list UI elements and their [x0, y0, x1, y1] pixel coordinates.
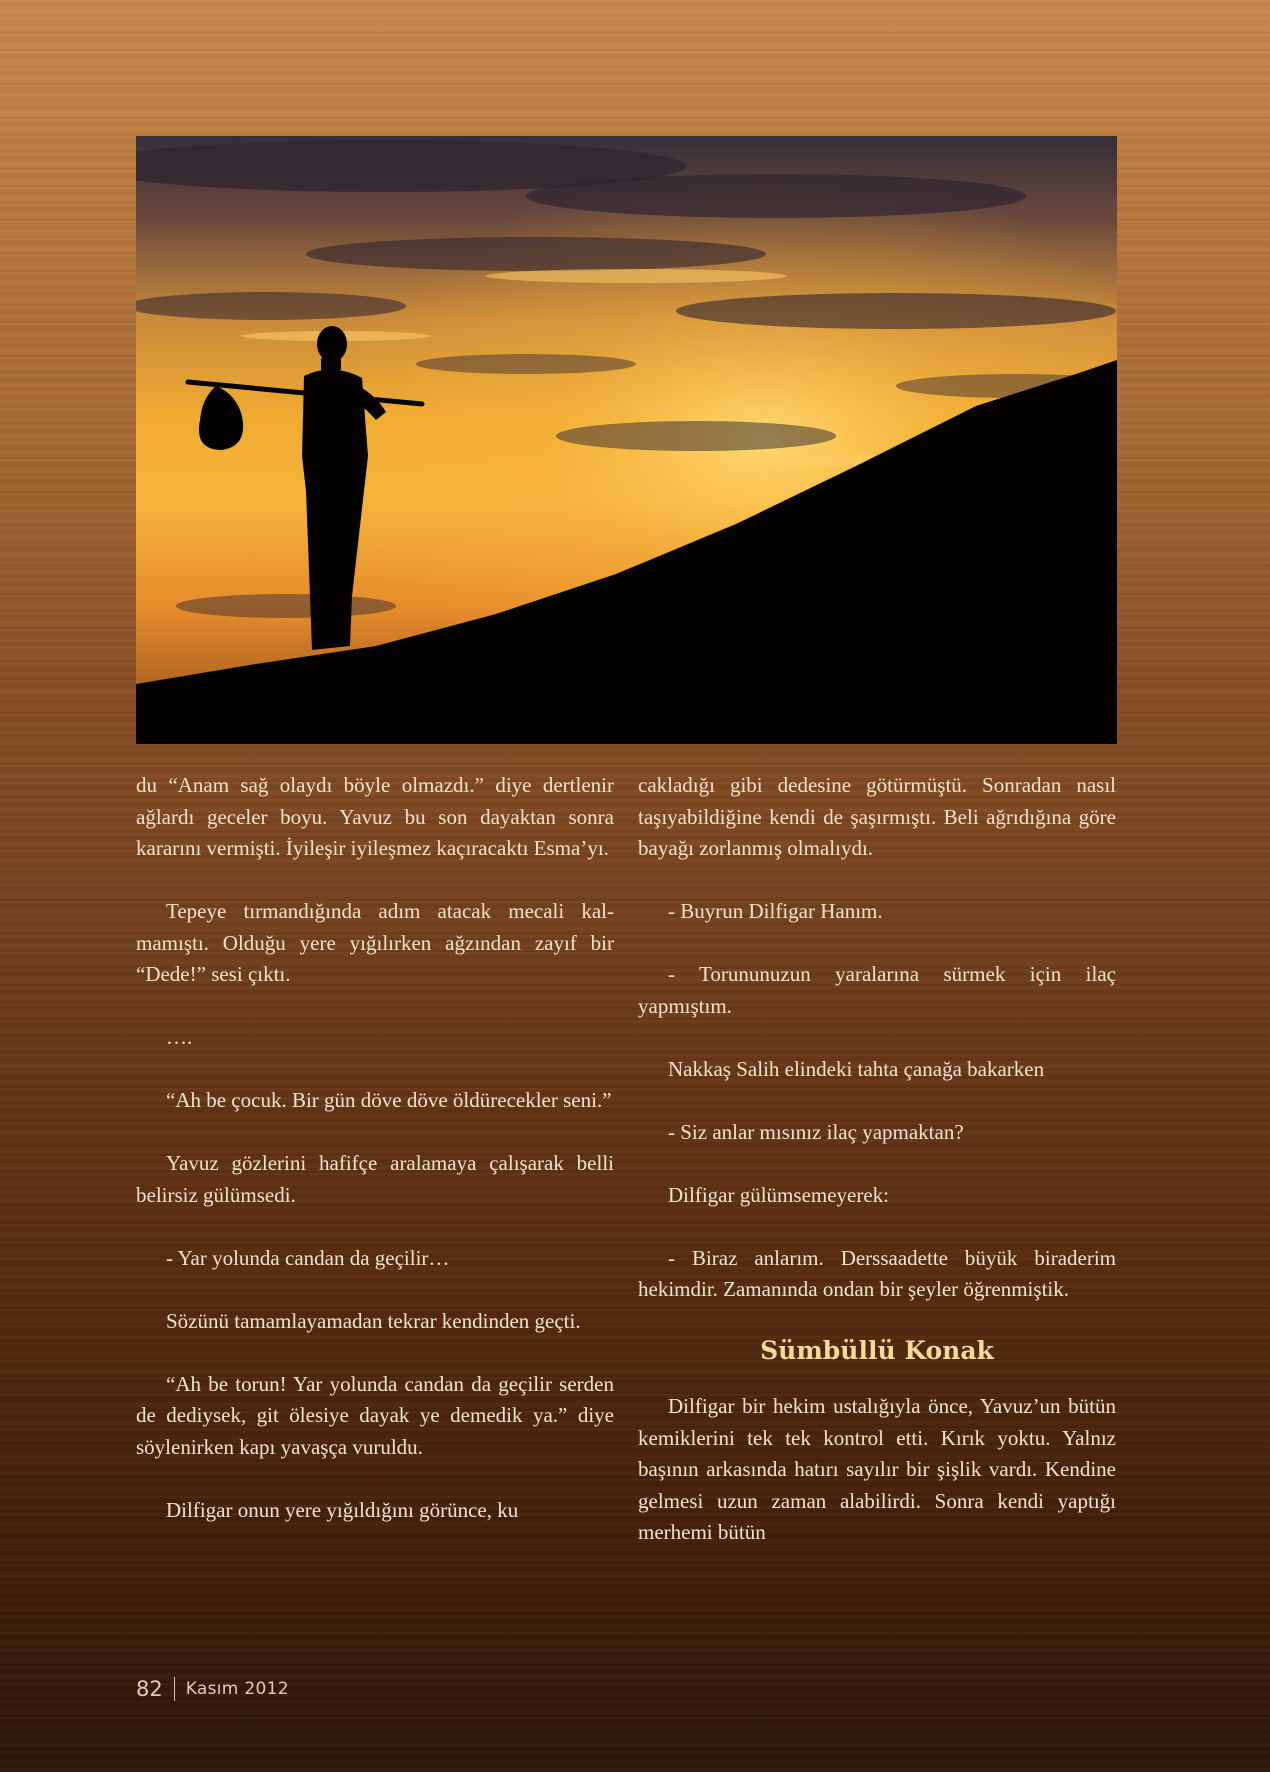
article-column-right [638, 770, 1116, 1549]
footer-divider [174, 1677, 175, 1701]
paragraph: - Biraz anlarım. Derssaadette büyük biraderim hekimdir. Zamanında ondan bir şeyler öğrenmiştik. [638, 1245, 1116, 1301]
paragraph: - Buyrun Dilfigar Hanım. [668, 899, 883, 923]
paragraph: “Ah be torun! Yar yolunda candan da geçilir serden de dediysek, git ölesiye dayak ye demedik ya.” diye söylenirken kapı yavaşça vuruldu. [136, 1371, 614, 1459]
paragraph: Dilfigar bir hekim ustalığıyla önce, Yavuz’un bütün kemiklerini tek tek kontrol etti. Kırık yoktu. Yalnız başının arkasında hatırı sayılır bir şişlik vardı. Kendine gelmesi uzun zaman alabilirdi. Sonra kendi yaptığı merhemi bütün [638, 1394, 1116, 1544]
section-heading: Sümbüllü Konak [760, 1336, 994, 1365]
paragraph: Nakkaş Salih elindeki tahta çanağa bakarken [668, 1056, 1045, 1081]
paragraph: Dilfigar gülümsemeyerek: [668, 1182, 890, 1207]
paragraph: Dilfigar onun yere yığıldığını görünce, ku [166, 1497, 519, 1522]
page-footer [136, 1674, 289, 1704]
paragraph: Tepeye tırmandığında adım atacak mecali kalmamıştı. Olduğu yere yığılırken ağzından zayıf bir “Dede!” sesi çıktı. [136, 899, 614, 986]
paragraph: Sözünü tamamlayamadan tekrar kendinden geçti. [166, 1308, 581, 1333]
paragraph: cakladığı gibi dedesine götürmüştü. Sonradan nasıl taşıyabildiğine kendi de şaşırmıştı. Beli ağrıdığına göre bayağı zorlanmış olmalıydı. [638, 773, 1116, 860]
paragraph: du “Anam sağ olaydı böyle olmazdı.” diye dertlenir ağlardı geceler boyu. Yavuz bu son dayaktan sonra kararını vermişti. İyileşir iyileşmez kaçıracaktı Esma’yı. [136, 773, 614, 860]
paragraph: - Siz anlar mısınız ilaç yapmaktan? [668, 1119, 964, 1144]
issue-date: Kasım 2012 [185, 1679, 289, 1699]
page-number: 82 [136, 1677, 163, 1701]
paragraph: …. [166, 1025, 193, 1049]
article-column-left [136, 770, 614, 1526]
paragraph: “Ah be çocuk. Bir gün döve döve öldürecekler seni.” [166, 1088, 612, 1112]
paragraph: - Torununuzun yaralarına sürmek için ilaç yapmıştım. [638, 962, 1116, 1018]
sunset-silhouette-photo [136, 136, 1117, 744]
paragraph: - Yar yolunda candan da geçilir… [166, 1245, 450, 1270]
paragraph: Yavuz gözlerini hafifçe aralamaya çalışarak belli belirsiz gülümsedi. [136, 1151, 614, 1207]
